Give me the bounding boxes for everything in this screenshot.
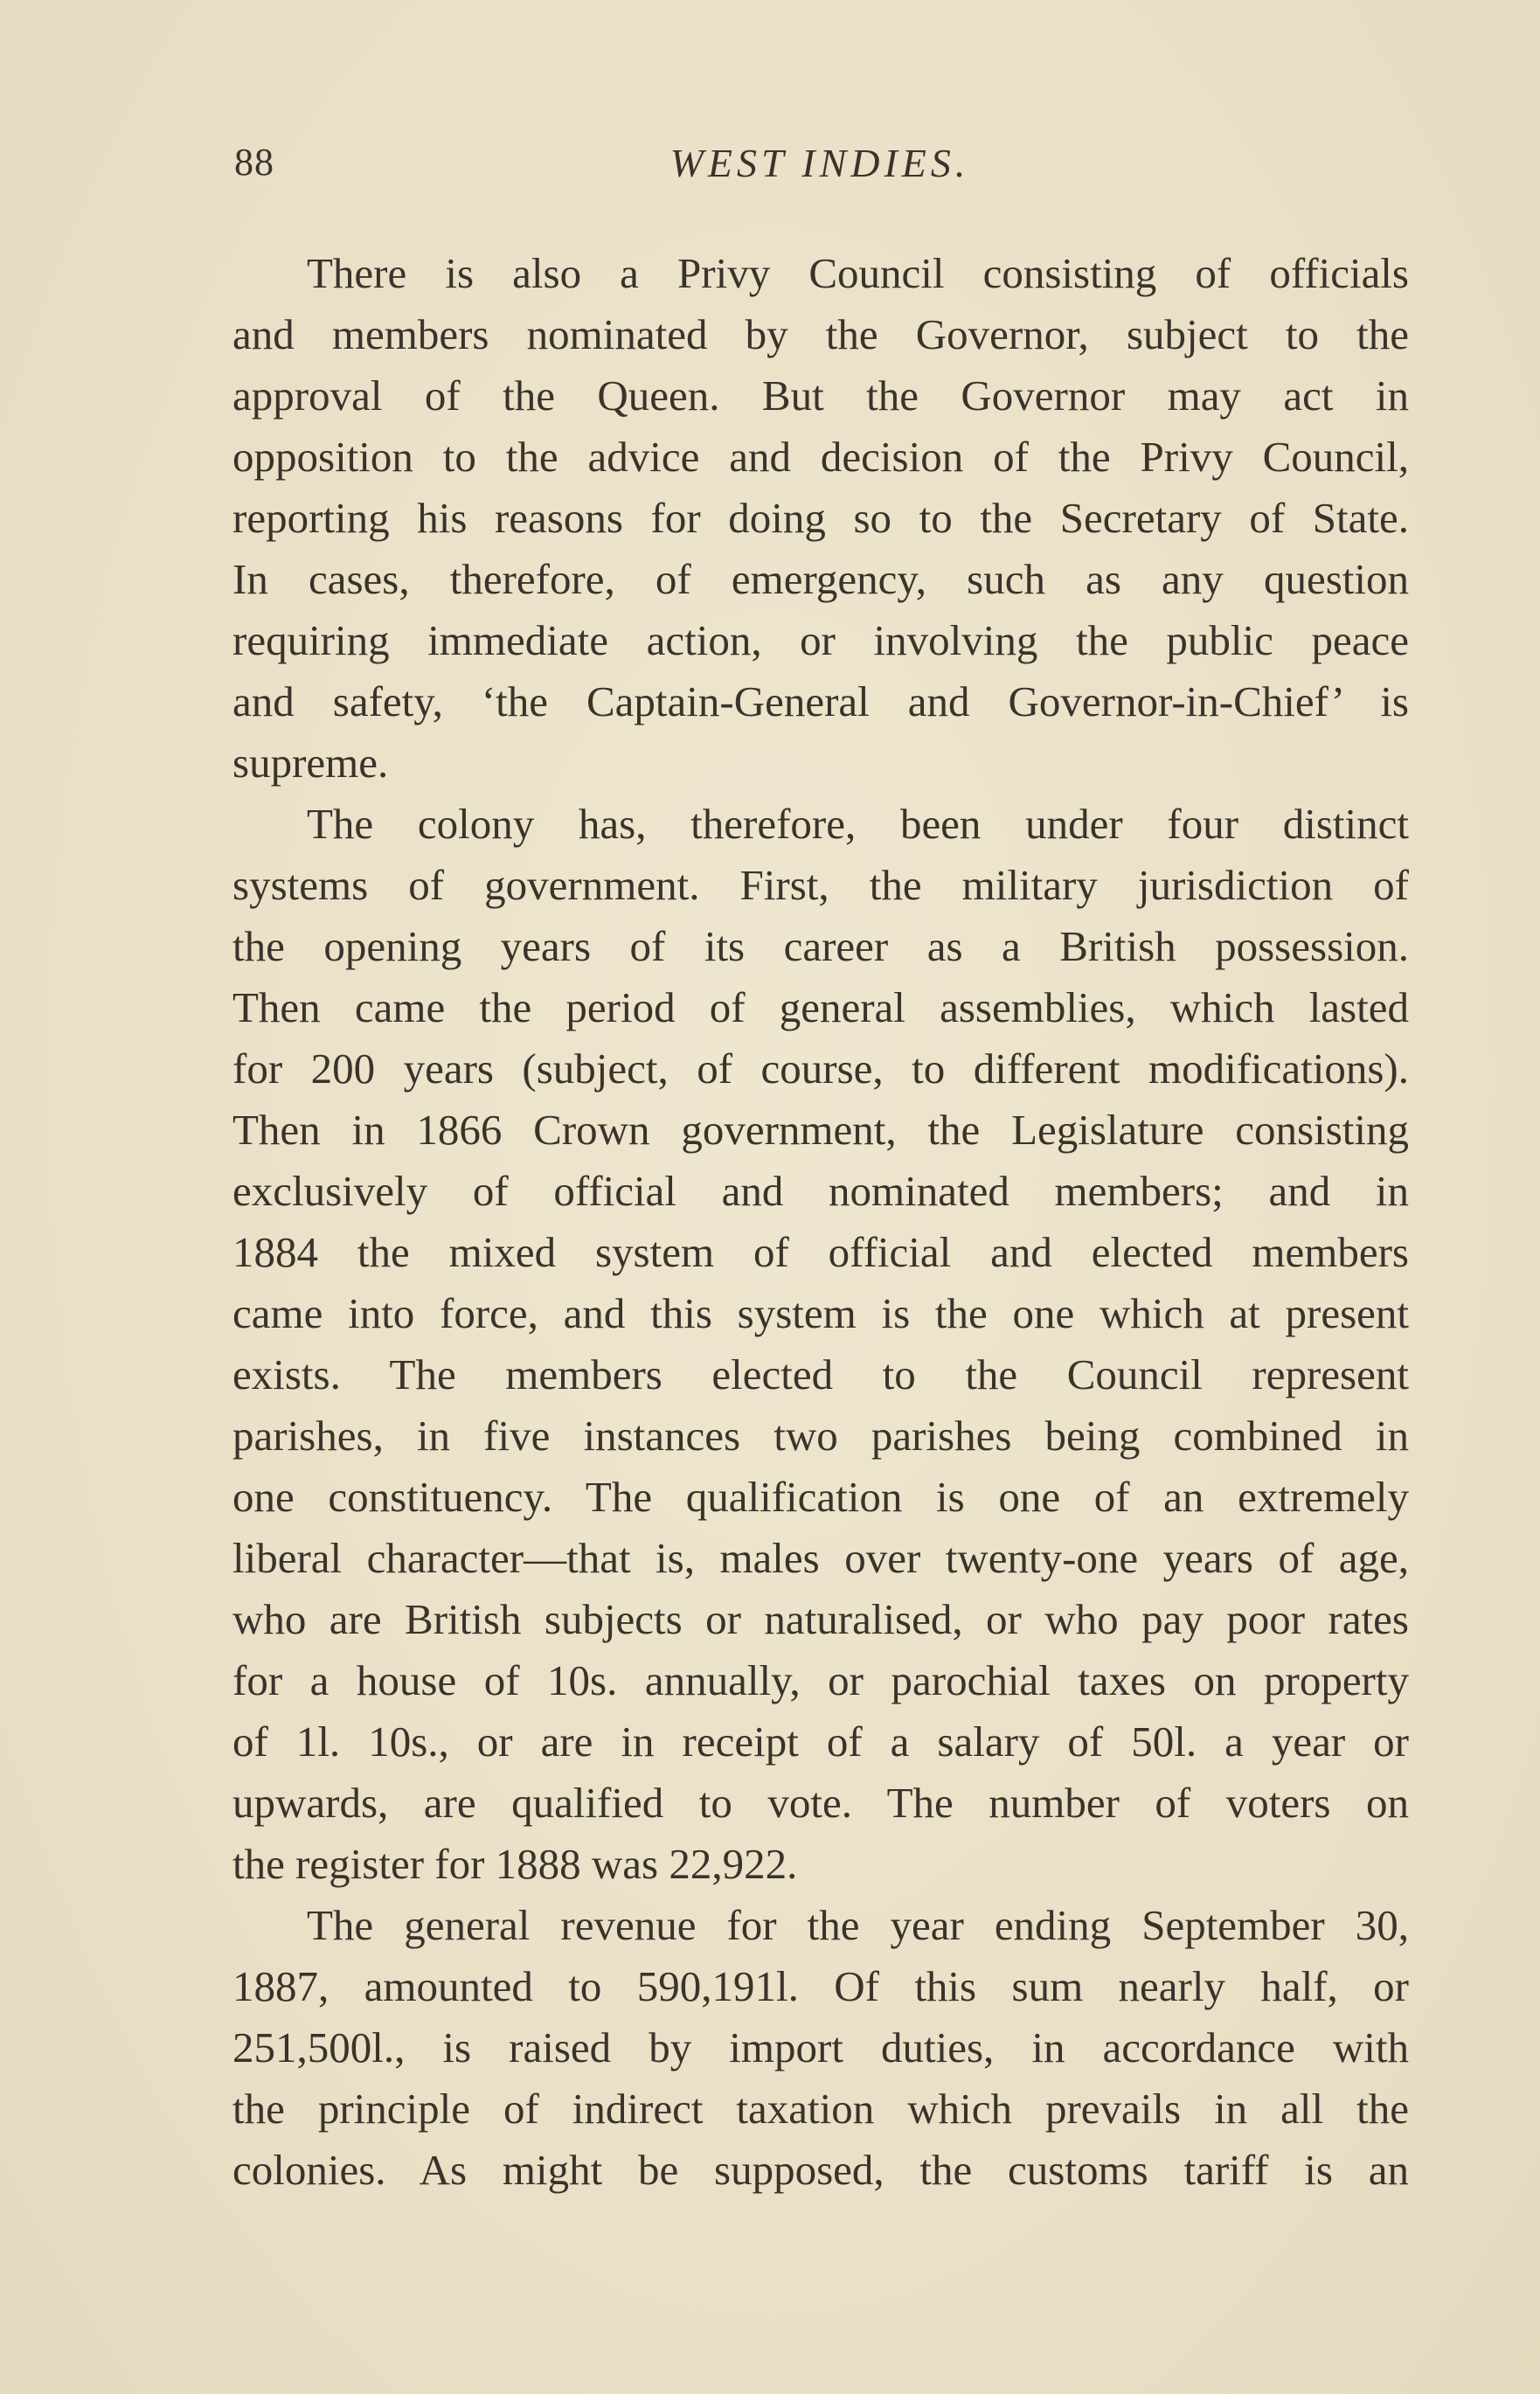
text-line: and safety, ‘the Captain-General and Governor-in-Chief’ is: [232, 677, 1409, 725]
text-line: liberal character—that is, males over twenty-one years of age,: [232, 1534, 1409, 1582]
paragraph-systems-of-government: [232, 794, 1409, 1895]
text-line: systems of government. First, the military jurisdiction of: [232, 861, 1409, 909]
text-line: one constituency. The qualification is one of an extremely: [232, 1473, 1409, 1521]
text-line: There is also a Privy Council consisting of officials: [307, 249, 1409, 297]
text-line: The colony has, therefore, been under four distinct: [307, 800, 1409, 848]
text-line: exclusively of official and nominated members; and in: [232, 1167, 1409, 1215]
paragraph-general-revenue: [232, 1895, 1409, 2201]
text-line: parishes, in five instances two parishes being combined in: [232, 1412, 1409, 1460]
running-title: WEST INDIES.: [669, 141, 970, 185]
text-line: Then in 1866 Crown government, the Legislature consisting: [232, 1106, 1409, 1154]
page-number: 88: [234, 141, 274, 184]
text-line: 251,500l., is raised by import duties, in accordance with: [232, 2023, 1409, 2071]
body-text: [232, 243, 1409, 2201]
running-head: [234, 140, 1405, 201]
paragraph-privy-council: [232, 243, 1409, 794]
text-line: colonies. As might be supposed, the customs tariff is an: [232, 2146, 1409, 2194]
text-line: the principle of indirect taxation which prevails in all the: [232, 2085, 1409, 2133]
text-line: reporting his reasons for doing so to the Secretary of State.: [232, 494, 1409, 542]
text-line: the register for 1888 was 22,922.: [232, 1840, 798, 1888]
text-line: for 200 years (subject, of course, to different modifications).: [232, 1044, 1409, 1093]
text-line: of 1l. 10s., or are in receipt of a salary of 50l. a year or: [232, 1717, 1409, 1766]
text-line: upwards, are qualified to vote. The number of voters on: [232, 1779, 1409, 1827]
text-line: Then came the period of general assemblies, which lasted: [232, 983, 1409, 1031]
text-line: came into force, and this system is the one which at present: [232, 1289, 1409, 1337]
text-line: supreme.: [232, 739, 389, 787]
text-line: approval of the Queen. But the Governor may act in: [232, 371, 1409, 420]
text-line: In cases, therefore, of emergency, such as any question: [232, 555, 1409, 603]
text-line: exists. The members elected to the Council represent: [232, 1350, 1409, 1398]
text-line: 1884 the mixed system of official and elected members: [232, 1228, 1409, 1276]
text-line: opposition to the advice and decision of the Privy Council,: [232, 433, 1409, 481]
text-line: and members nominated by the Governor, subject to the: [232, 310, 1409, 358]
text-line: The general revenue for the year ending September 30,: [307, 1901, 1409, 1949]
text-line: 1887, amounted to 590,191l. Of this sum nearly half, or: [232, 1962, 1409, 2010]
text-line: the opening years of its career as a British possession.: [232, 922, 1409, 970]
text-line: requiring immediate action, or involving the public peace: [232, 616, 1409, 664]
text-line: who are British subjects or naturalised, or who pay poor rates: [232, 1595, 1409, 1643]
text-line: for a house of 10s. annually, or parochial taxes on property: [232, 1656, 1409, 1704]
